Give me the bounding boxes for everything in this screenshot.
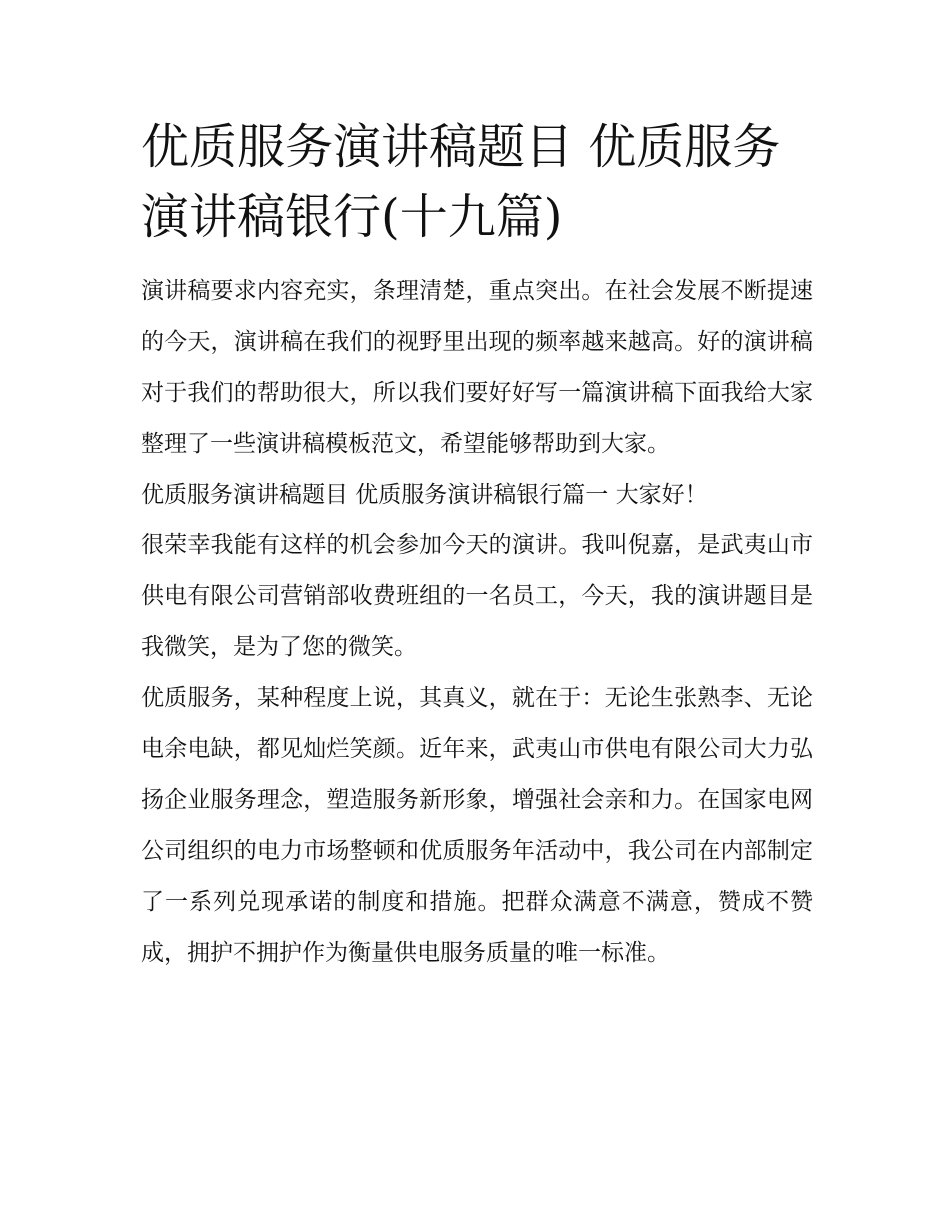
document-body	[141, 266, 813, 979]
paragraph-section-heading: 优质服务演讲稿题目 优质服务演讲稿银行篇一 大家好！	[141, 482, 708, 508]
paragraph-intro: 演讲稿要求内容充实，条理清楚，重点突出。在社会发展不断提速的今天，演讲稿在我们的视野里出现的频率越来越高。好的演讲稿对于我们的帮助很大，所以我们要好好写一篇演讲稿下面我给大家整理了一些演讲稿模板范文，希望能够帮助到大家。	[141, 278, 813, 457]
paragraph-service-quality: 优质服务，某种程度上说，其真义，就在于：无论生张熟李、无论电余电缺，都见灿烂笑颜。近年来，武夷山市供电有限公司大力弘扬企业服务理念，塑造服务新形象，增强社会亲和力。在国家电网公司组织的电力市场整顿和优质服务年活动中，我公司在内部制定了一系列兑现承诺的制度和措施。把群众满意不满意，赞成不赞成，拥护不拥护作为衡量供电服务质量的唯一标准。	[141, 685, 813, 966]
document-title: 优质服务演讲稿题目 优质服务演讲稿银行(十九篇)	[141, 119, 781, 245]
document-content	[141, 112, 813, 979]
paragraph-self-introduction: 很荣幸我能有这样的机会参加今天的演讲。我叫倪嘉，是武夷山市供电有限公司营销部收费班组的一名员工，今天，我的演讲题目是我微笑，是为了您的微笑。	[141, 532, 813, 660]
